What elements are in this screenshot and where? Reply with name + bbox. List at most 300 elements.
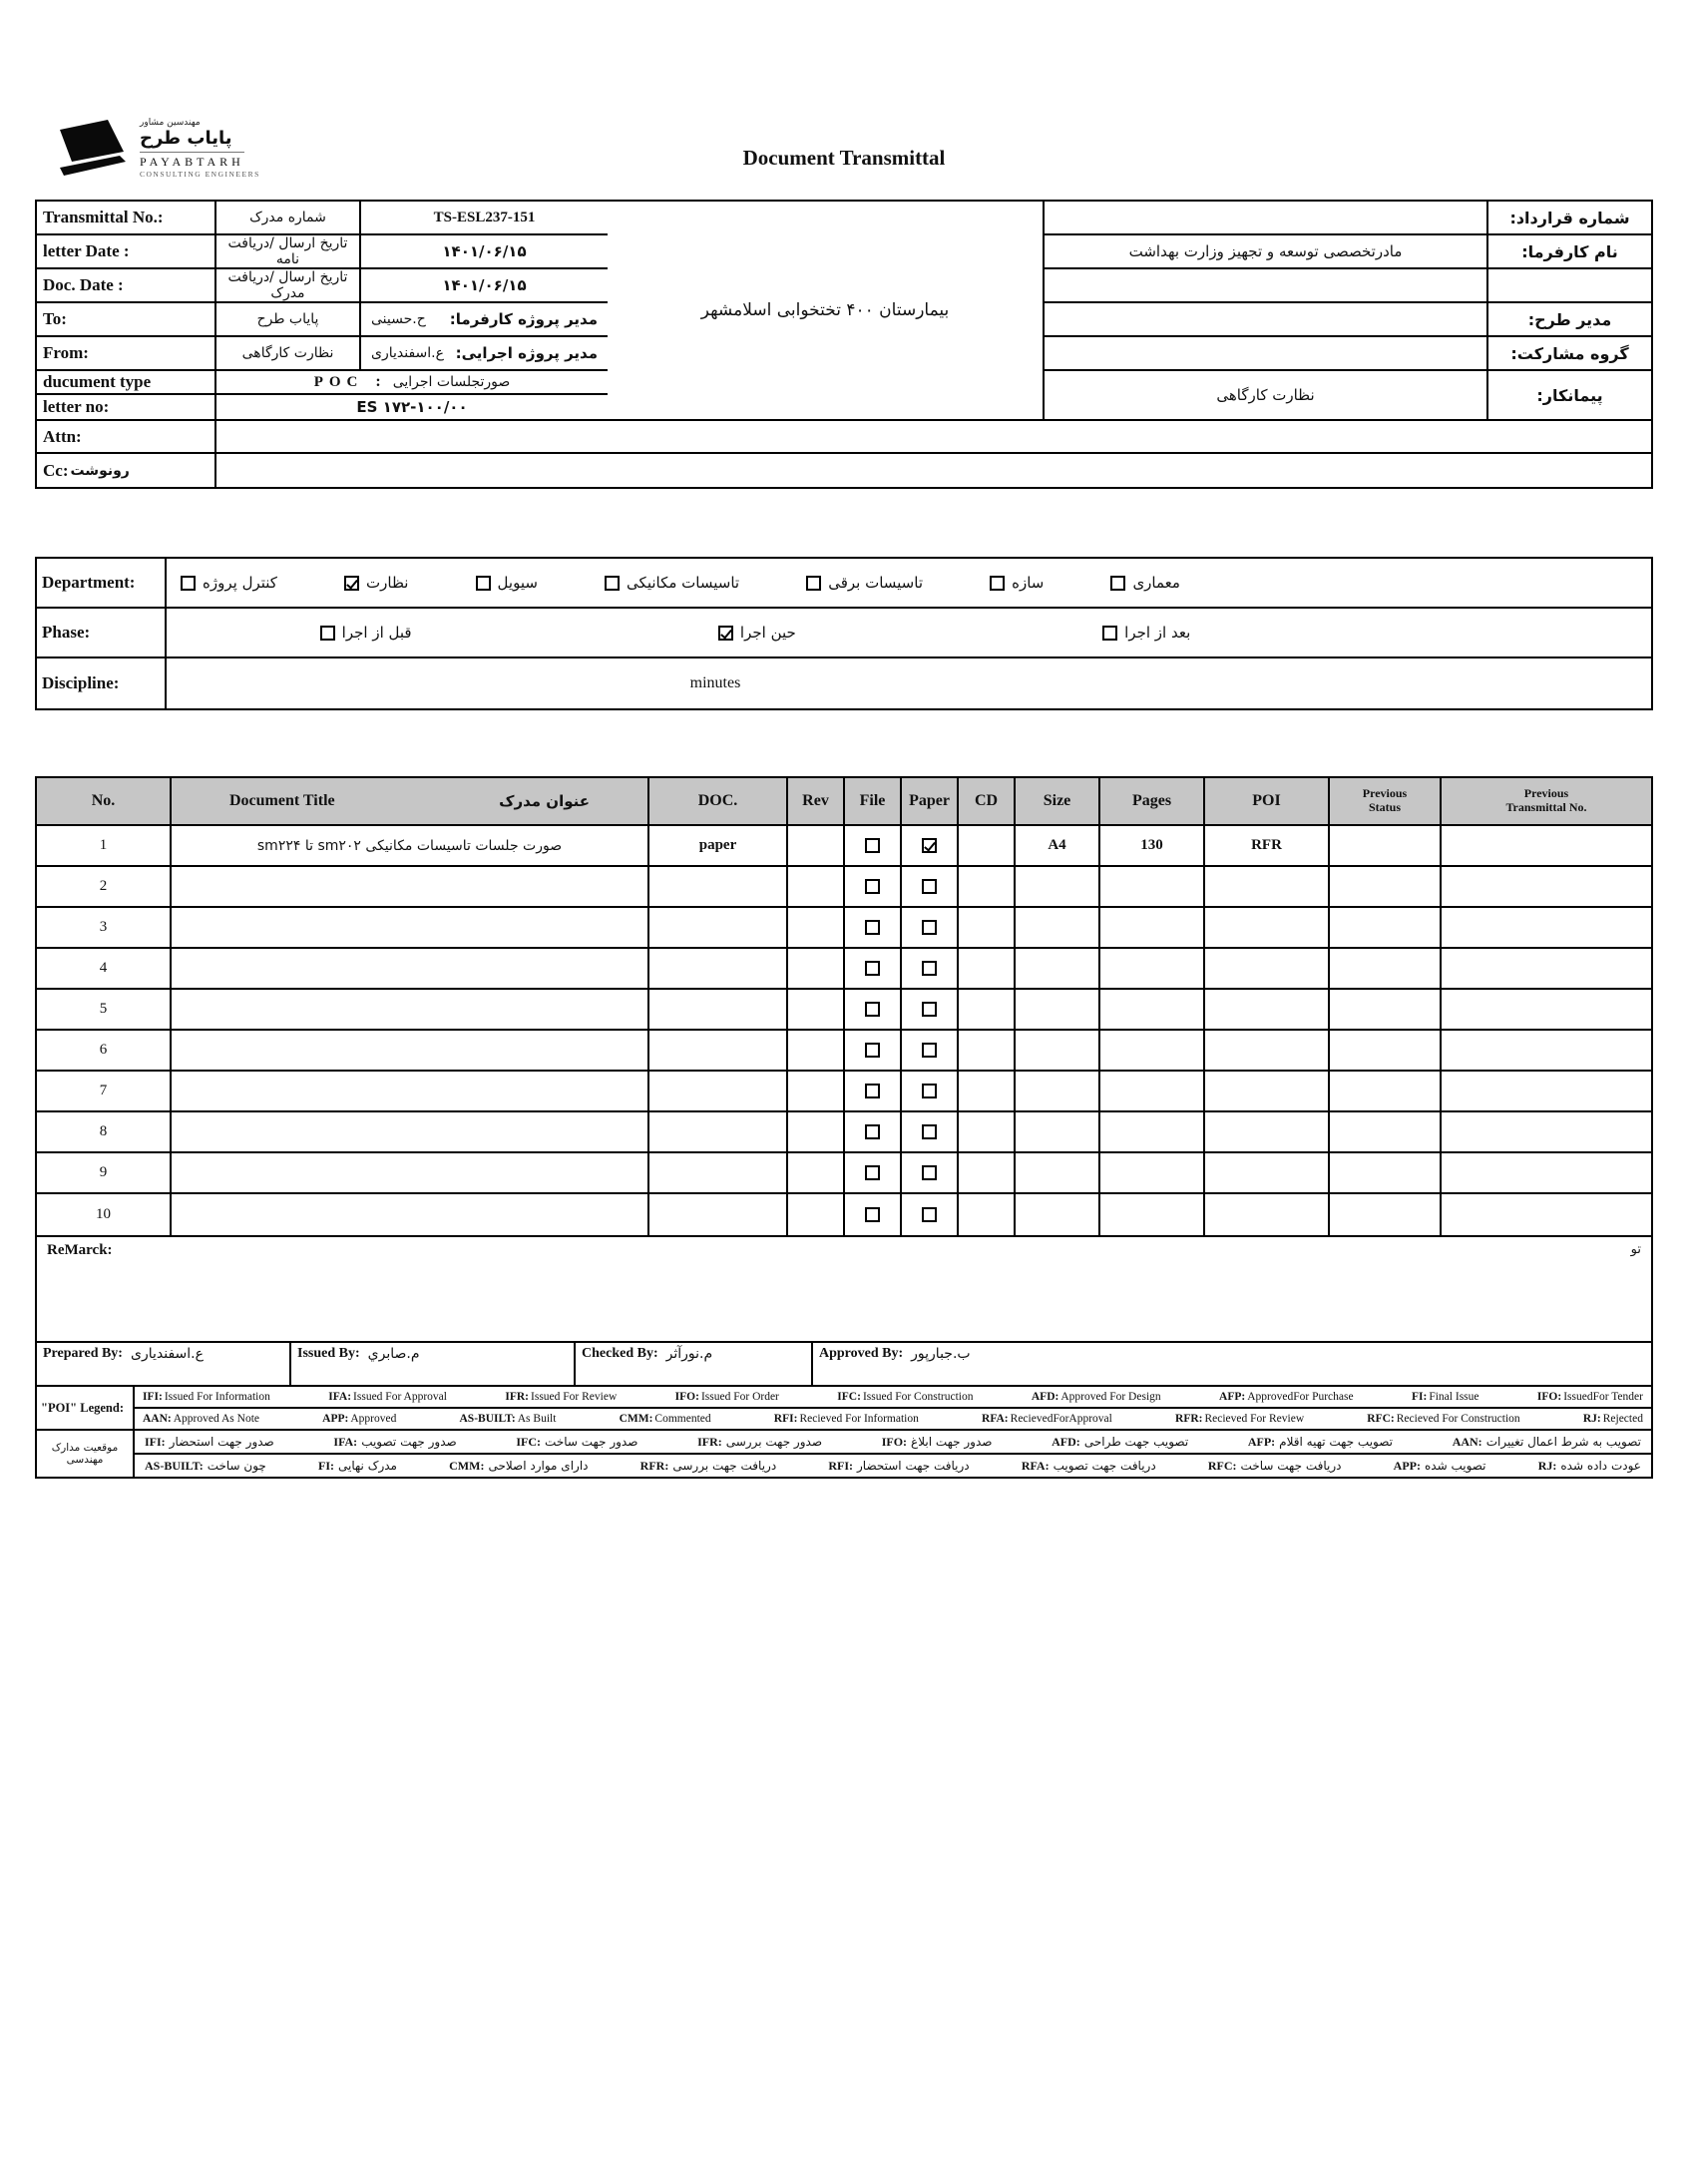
row-pages: [1098, 1072, 1203, 1110]
table-row: [37, 990, 1651, 1031]
poi-text: Final Issue: [1429, 1391, 1479, 1403]
row-pages: [1098, 949, 1203, 988]
department-checkbox-item: [476, 574, 538, 592]
poi-legend-item: [460, 1413, 557, 1425]
client-row: [1045, 235, 1651, 269]
design-manager-value: [1045, 303, 1486, 335]
signature-cell: [291, 1343, 576, 1385]
row-pages: [1098, 867, 1203, 906]
attn-row: [37, 421, 1651, 454]
poi-code: AS-BUILT:: [459, 1413, 516, 1425]
row-paper-cell: [900, 867, 957, 906]
department-option-label: سازه: [1012, 574, 1045, 592]
client-value: مادرتخصصی توسعه و تجهیز وزارت بهداشت: [1128, 242, 1403, 260]
letter-date-label-fa: تاریخ ارسال /دریافت نامه: [216, 235, 361, 267]
poi-legend-item: [1175, 1413, 1304, 1425]
executive-pm-cell: [361, 337, 608, 369]
attn-label: Attn:: [37, 421, 216, 452]
row-number: 1: [99, 837, 108, 853]
table-row: [37, 1194, 1651, 1235]
signature-label: Prepared By:: [43, 1346, 123, 1361]
phase-checkbox-item: [320, 624, 412, 642]
fa-legend-text: صدور جهت تصویب: [361, 1435, 457, 1449]
fa-legend-item: [1394, 1459, 1486, 1474]
to-row: [37, 303, 608, 337]
logo-brand-en-sub: CONSULTING ENGINEERS: [140, 170, 260, 179]
file-checkbox[interactable]: [865, 1002, 880, 1017]
row-previous-status: [1328, 1112, 1440, 1151]
row-size: [1014, 908, 1098, 947]
row-poi: [1203, 1153, 1328, 1192]
row-number: 9: [99, 1164, 108, 1180]
header-pages: Pages: [1098, 778, 1203, 824]
row-doc-type: [647, 1153, 786, 1192]
row-poi: [1203, 867, 1328, 906]
header-document-title-en: Document Title: [229, 792, 335, 809]
row-document-title: [170, 1194, 647, 1235]
row-paper-cell: [900, 1031, 957, 1070]
row-rev: [786, 908, 843, 947]
row-rev: [786, 1153, 843, 1192]
row-size: [1014, 1153, 1098, 1192]
row-document-title: [170, 1112, 647, 1151]
poi-legend-item: [322, 1413, 396, 1425]
row-paper-cell: [900, 826, 957, 865]
row-rev: [786, 1194, 843, 1235]
remark-note: تو: [1630, 1242, 1641, 1257]
fa-legend-code: IFO:: [881, 1434, 908, 1449]
poi-code: AFD:: [1031, 1391, 1059, 1403]
header-no: No.: [91, 792, 116, 809]
row-doc-type: [647, 949, 786, 988]
department-option-label: سیویل: [497, 574, 538, 592]
row-size: [1014, 1112, 1098, 1151]
poi-legend-item: [675, 1391, 779, 1403]
fa-legend-item: [1538, 1459, 1641, 1474]
row-previous-transmittal: [1440, 1112, 1651, 1151]
department-options: [167, 559, 1194, 607]
header-document-title: [170, 778, 647, 824]
poi-code: IFC:: [837, 1391, 861, 1403]
department-checkbox-item: [605, 574, 739, 592]
letter-no-row: [37, 395, 608, 419]
fa-legend-item: [697, 1435, 822, 1450]
header-cd: CD: [957, 778, 1014, 824]
poi-legend-item: [774, 1413, 919, 1425]
poi-text: Approved For Design: [1060, 1391, 1161, 1403]
row-pages: [1098, 990, 1203, 1029]
row-poi: [1203, 990, 1328, 1029]
fa-legend-item: [333, 1435, 456, 1450]
row-document-title: [170, 1153, 647, 1192]
department-checkbox[interactable]: [344, 576, 359, 591]
signature-label: Issued By:: [297, 1346, 360, 1361]
phase-checkbox[interactable]: [1102, 626, 1117, 641]
empty-row: [1045, 269, 1651, 303]
poi-legend-item: [1537, 1391, 1643, 1403]
signature-name: م.نورآثر: [665, 1346, 713, 1362]
fa-legend-item: [1052, 1435, 1188, 1450]
fa-legend-code: AFP:: [1247, 1434, 1276, 1449]
row-cd: [957, 1194, 1014, 1235]
table-row: [37, 867, 1651, 908]
file-checkbox[interactable]: [865, 879, 880, 894]
file-checkbox[interactable]: [865, 1084, 880, 1098]
poi-legend-item: [620, 1413, 711, 1425]
file-checkbox[interactable]: [865, 1207, 880, 1222]
row-document-title: [170, 867, 647, 906]
department-option-label: معماری: [1132, 574, 1180, 592]
department-checkbox-item: [990, 574, 1044, 592]
fa-legend-text: تصویب جهت طراحی: [1083, 1435, 1189, 1449]
department-checkbox-item: [181, 574, 277, 592]
poi-code: IFR:: [505, 1391, 530, 1403]
row-size: [1014, 1072, 1098, 1110]
fa-legend-code: IFA:: [333, 1434, 358, 1449]
file-checkbox[interactable]: [865, 961, 880, 976]
row-previous-transmittal: [1440, 1194, 1651, 1235]
header-document-title-fa: عنوان مدرک: [499, 792, 590, 810]
poi-code: RFA:: [982, 1413, 1009, 1425]
row-cd: [957, 1112, 1014, 1151]
row-file-cell: [843, 826, 900, 865]
poi-legend-item: [143, 1391, 270, 1403]
paper-checkbox[interactable]: [922, 961, 937, 976]
poi-code: RJ:: [1582, 1413, 1601, 1425]
logo-brand-fa-small: مهندسین مشاور: [140, 118, 201, 128]
row-file-cell: [843, 867, 900, 906]
poi-legend-item: [1367, 1413, 1519, 1425]
row-doc-type: [647, 1072, 786, 1110]
letter-date-value: ۱۴۰۱/۰۶/۱۵: [442, 242, 527, 260]
letter-no-value: ES ۱۷۲-۱۰۰/۰۰: [356, 398, 468, 416]
poi-text: Issued For Review: [531, 1391, 618, 1403]
row-paper-cell: [900, 949, 957, 988]
poi-legend-item: [1412, 1391, 1479, 1403]
row-size: [1014, 867, 1098, 906]
table-row: [37, 1072, 1651, 1112]
fa-legend-text: دریافت جهت تصویب: [1053, 1459, 1156, 1473]
fa-legend-code: AFD:: [1052, 1434, 1080, 1449]
fa-legend-code: RJ:: [1537, 1458, 1557, 1473]
file-checkbox[interactable]: [865, 838, 880, 853]
file-checkbox[interactable]: [865, 1043, 880, 1058]
row-previous-status: [1328, 990, 1440, 1029]
row-pages: [1098, 1153, 1203, 1192]
table-row: [37, 1153, 1651, 1194]
executive-pm-label: مدیر پروژه اجرایی:: [455, 344, 598, 362]
table-row: [37, 826, 1651, 867]
phase-label: Phase:: [37, 609, 167, 656]
row-rev: [786, 1072, 843, 1110]
poi-text: IssuedFor Tender: [1563, 1391, 1643, 1403]
row-cd: [957, 1153, 1014, 1192]
paper-checkbox[interactable]: [922, 838, 937, 853]
row-pages: [1098, 1194, 1203, 1235]
row-previous-status: [1328, 908, 1440, 947]
fa-legend-item: [828, 1459, 969, 1474]
document-type-row: [37, 371, 608, 395]
from-value: نظارت کارگاهی: [216, 337, 361, 369]
paper-checkbox[interactable]: [922, 1002, 937, 1017]
department-option-label: نظارت: [366, 574, 409, 592]
row-doc-type: [647, 1194, 786, 1235]
department-checkbox[interactable]: [806, 576, 821, 591]
poi-legend-item: [1032, 1391, 1161, 1403]
fa-legend-side-label: موقعیت مدارک مهندسی: [37, 1431, 135, 1477]
row-previous-status: [1328, 1031, 1440, 1070]
poi-legend-item: [328, 1391, 447, 1403]
page-title: Document Transmittal: [742, 146, 946, 170]
row-number: 8: [99, 1123, 108, 1139]
fa-legend-item: [1453, 1435, 1641, 1450]
documents-table-header: [37, 778, 1651, 826]
row-cd: [957, 1072, 1014, 1110]
partnership-label: گروه مشارکت:: [1486, 337, 1651, 369]
poi-text: Approved As Note: [173, 1413, 259, 1425]
table-row: [37, 908, 1651, 949]
client-pm-name: ح.حسینی: [371, 311, 426, 327]
logo-brand-en: PAYABTARH: [140, 152, 244, 170]
poi-text: Recieved For Review: [1204, 1413, 1305, 1425]
paper-checkbox[interactable]: [922, 1084, 937, 1098]
phase-option-label: حین اجرا: [739, 624, 796, 642]
fa-legend-code: AAN:: [1452, 1434, 1482, 1449]
phase-checkbox-item: [1102, 624, 1190, 642]
row-previous-transmittal: [1440, 867, 1651, 906]
fa-legend-text: دریافت جهت ساخت: [1240, 1459, 1342, 1473]
file-checkbox[interactable]: [865, 1165, 880, 1180]
poi-legend-label: "POI" Legend:: [37, 1387, 135, 1429]
row-rev: [786, 949, 843, 988]
discipline-row: [37, 658, 1651, 708]
header-previous-transmittal: [1440, 778, 1651, 824]
cc-value: [216, 454, 1651, 487]
row-previous-status: [1328, 1194, 1440, 1235]
design-manager-label: مدیر طرح:: [1486, 303, 1651, 335]
row-number: 5: [99, 1001, 108, 1017]
row-cd: [957, 990, 1014, 1029]
document-type-separator: :: [375, 373, 381, 390]
fa-legend-text: دریافت جهت استحضار: [857, 1459, 970, 1473]
fa-legend-item: [145, 1459, 266, 1474]
row-previous-transmittal: [1440, 1031, 1651, 1070]
poi-legend-item: [837, 1391, 973, 1403]
fa-legend-lines: [135, 1431, 1651, 1477]
fa-legend-item: [1022, 1459, 1156, 1474]
row-doc-type: [647, 1031, 786, 1070]
department-checkbox-item: [1110, 574, 1180, 592]
client-label: نام کارفرما:: [1486, 235, 1651, 267]
fa-legend-item: [1208, 1459, 1342, 1474]
row-size: [1014, 990, 1098, 1029]
phase-checkbox[interactable]: [718, 626, 733, 641]
partnership-value: [1045, 337, 1486, 369]
row-paper-cell: [900, 1194, 957, 1235]
row-poi: RFR: [1203, 826, 1328, 865]
department-checkbox[interactable]: [476, 576, 491, 591]
cc-label-fa: رونوشت: [70, 462, 130, 479]
signature-label: Approved By:: [819, 1346, 904, 1361]
fa-legend-code: CMM:: [449, 1458, 485, 1473]
remark-section: [35, 1235, 1653, 1343]
header-paper: Paper: [900, 778, 957, 824]
discipline-value: minutes: [689, 674, 741, 691]
paper-checkbox[interactable]: [922, 1165, 937, 1180]
contractor-label: پیمانکار:: [1486, 371, 1651, 419]
poi-text: RecievedForApproval: [1010, 1413, 1112, 1425]
transmittal-no-value: TS-ESL237-151: [433, 209, 536, 225]
poi-code: RFI:: [773, 1413, 798, 1425]
row-file-cell: [843, 1194, 900, 1235]
poi-code: AAN:: [143, 1413, 172, 1425]
fa-legend-code: AS-BUILT:: [145, 1458, 204, 1473]
row-previous-transmittal: [1440, 990, 1651, 1029]
row-pages: [1098, 1031, 1203, 1070]
row-document-title: صورت جلسات تاسیسات مکانیکی sm۲۰۲ تا sm۲۲۴: [170, 826, 647, 865]
poi-code: APP:: [322, 1413, 349, 1425]
poi-code: CMM:: [619, 1413, 653, 1425]
partnership-row: [1045, 337, 1651, 371]
department-checkbox[interactable]: [181, 576, 196, 591]
letter-date-row: [37, 235, 608, 269]
contract-no-value: [1045, 202, 1486, 233]
table-row: [37, 1031, 1651, 1072]
poi-legend-line2: [135, 1409, 1651, 1429]
row-document-title: [170, 990, 647, 1029]
file-checkbox[interactable]: [865, 920, 880, 935]
fa-legend-code: IFC:: [516, 1434, 542, 1449]
poi-code: AFP:: [1219, 1391, 1246, 1403]
department-option-label: تاسیسات برقی: [828, 574, 923, 592]
paper-checkbox[interactable]: [922, 1043, 937, 1058]
poi-text: Commented: [654, 1413, 711, 1425]
phase-checkbox[interactable]: [320, 626, 335, 641]
poi-legend-item: [143, 1413, 259, 1425]
poi-text: Issued For Construction: [862, 1391, 974, 1403]
row-doc-type: paper: [647, 826, 786, 865]
contract-no-label: شماره قرارداد:: [1486, 202, 1651, 233]
fa-legend-item: [318, 1459, 397, 1474]
department-row: [37, 559, 1651, 609]
transmittal-right-section: [1045, 202, 1651, 419]
header-poi: POI: [1203, 778, 1328, 824]
row-document-title: [170, 949, 647, 988]
row-doc-type: [647, 908, 786, 947]
row-previous-status: [1328, 1153, 1440, 1192]
row-previous-transmittal: [1440, 908, 1651, 947]
fa-legend-text: تصویب شده: [1424, 1459, 1486, 1473]
fa-legend-row2: [135, 1455, 1651, 1477]
row-poi: [1203, 1194, 1328, 1235]
row-file-cell: [843, 1072, 900, 1110]
table-row: [37, 1112, 1651, 1153]
from-label: From:: [37, 337, 216, 369]
signature-name: م.صابري: [367, 1346, 420, 1362]
letter-no-label: letter no:: [37, 395, 216, 419]
poi-text: As Built: [517, 1413, 557, 1425]
poi-legend-item: [1583, 1413, 1643, 1425]
discipline-label: Discipline:: [37, 658, 167, 708]
fa-legend-text: صدور جهت ابلاغ: [911, 1435, 993, 1449]
poi-text: ApprovedFor Purchase: [1247, 1391, 1354, 1403]
file-checkbox[interactable]: [865, 1124, 880, 1139]
poi-code: RFC:: [1367, 1413, 1395, 1425]
poi-legend-line1: [135, 1387, 1651, 1409]
poi-text: Recieved For Construction: [1396, 1413, 1520, 1425]
fa-legend-item: [1248, 1435, 1393, 1450]
department-checkbox[interactable]: [1110, 576, 1125, 591]
cc-label-cell: [37, 454, 216, 487]
poi-text: Issued For Information: [164, 1391, 270, 1403]
department-checkbox[interactable]: [990, 576, 1005, 591]
documents-table-body: [37, 826, 1651, 1235]
poi-code: FI:: [1412, 1391, 1428, 1403]
row-paper-cell: [900, 1153, 957, 1192]
poi-legend-item: [982, 1413, 1112, 1425]
empty-label: [1486, 269, 1651, 301]
poi-code: IFA:: [328, 1391, 352, 1403]
row-size: [1014, 1194, 1098, 1235]
empty-value: [1045, 269, 1486, 301]
contractor-row: [1045, 371, 1651, 419]
header-previous-status: [1328, 778, 1440, 824]
contract-no-row: [1045, 202, 1651, 235]
document-type-code: POC: [313, 373, 364, 390]
poi-code: IFO:: [674, 1391, 699, 1403]
row-rev: [786, 867, 843, 906]
to-value: پایاب طرح: [216, 303, 361, 335]
paper-checkbox[interactable]: [922, 1124, 937, 1139]
poi-text: Recieved For Information: [799, 1413, 919, 1425]
remark-label: ReMarck:: [47, 1242, 113, 1258]
fa-legend-text: مدرک نهایی: [338, 1459, 397, 1473]
poi-text: Approved: [350, 1413, 397, 1425]
project-name-cell: [608, 202, 1045, 419]
client-pm-cell: [361, 303, 608, 335]
fa-legend-code: RFR:: [639, 1458, 669, 1473]
row-number: 7: [99, 1083, 108, 1098]
doc-date-label-fa: تاریخ ارسال /دریافت مدرک: [216, 269, 361, 301]
poi-legend-section: [35, 1385, 1653, 1431]
poi-code: IFO:: [1536, 1391, 1562, 1403]
fa-legend-text: تصویب جهت تهیه اقلام: [1279, 1435, 1394, 1449]
row-rev: [786, 990, 843, 1029]
poi-text: Issued For Approval: [353, 1391, 447, 1403]
paper-checkbox[interactable]: [922, 1207, 937, 1222]
fa-legend-row1: [135, 1431, 1651, 1455]
row-doc-type: [647, 867, 786, 906]
signature-label: Checked By:: [582, 1346, 658, 1361]
fa-legend-text: عودت داده شده: [1560, 1459, 1641, 1473]
fa-legend-code: IFI:: [145, 1434, 166, 1449]
header-previous-status-line2: Status: [1368, 800, 1401, 814]
row-previous-status: [1328, 1072, 1440, 1110]
transmittal-info-table: [35, 200, 1653, 489]
paper-checkbox[interactable]: [922, 879, 937, 894]
row-cd: [957, 949, 1014, 988]
cc-label-en: Cc:: [43, 460, 69, 480]
fa-legend-code: RFI:: [828, 1458, 854, 1473]
poi-legend-lines: [135, 1387, 1651, 1429]
fa-legend-section: [35, 1429, 1653, 1479]
row-poi: [1203, 1072, 1328, 1110]
row-paper-cell: [900, 1112, 957, 1151]
signature-name: ب.جبارپور: [911, 1346, 971, 1362]
department-checkbox[interactable]: [605, 576, 620, 591]
paper-checkbox[interactable]: [922, 920, 937, 935]
table-row: [37, 949, 1651, 990]
